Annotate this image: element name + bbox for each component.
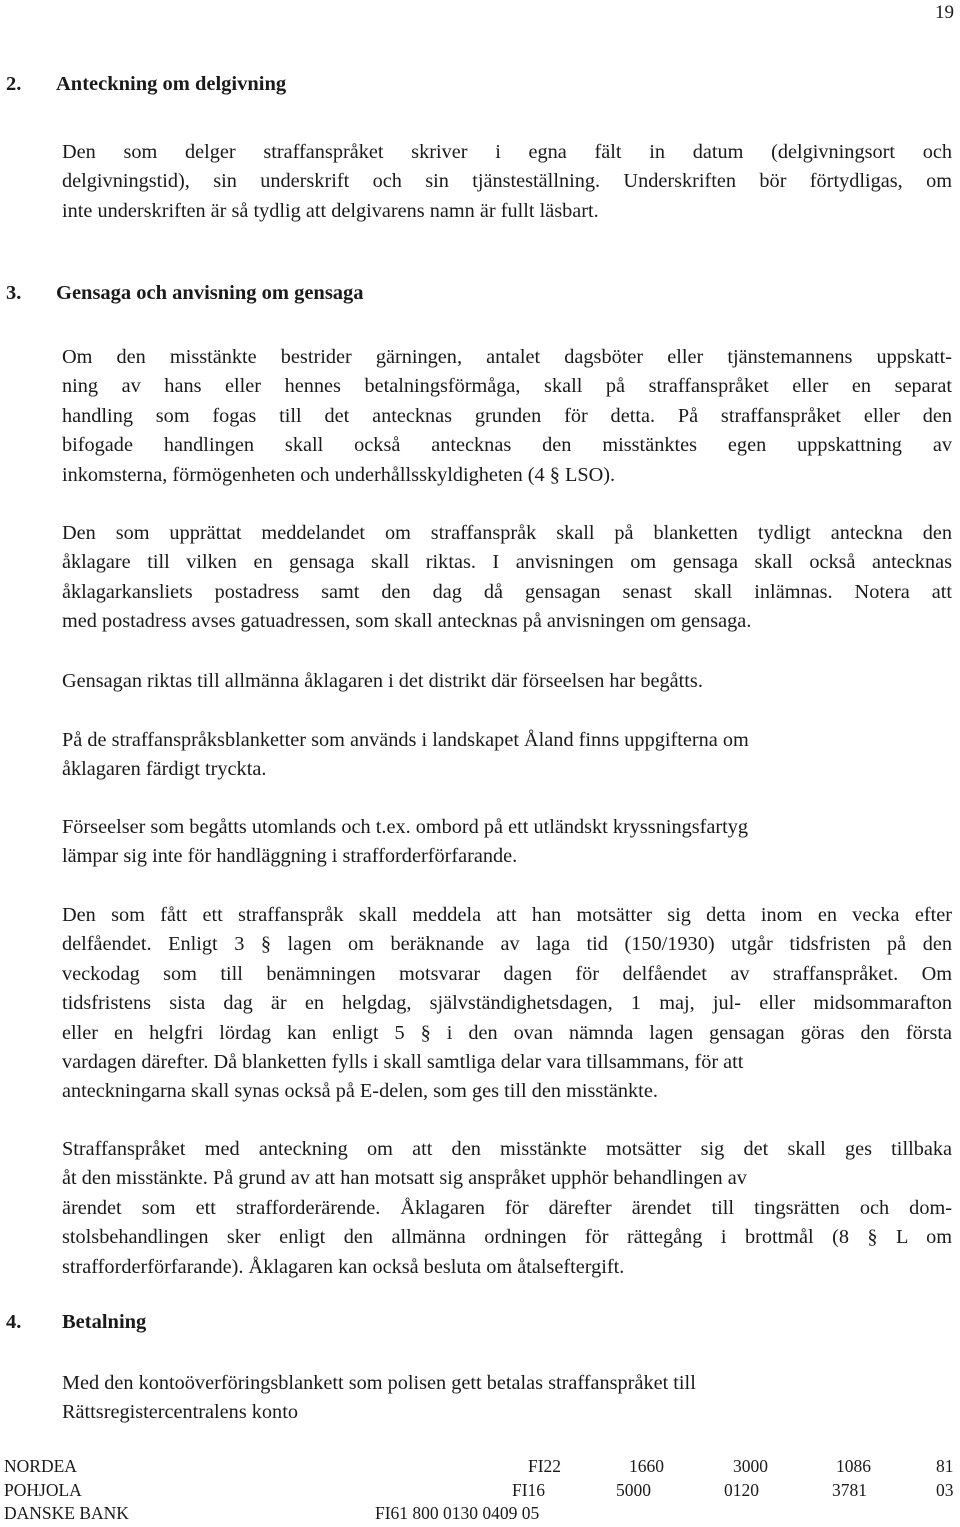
- text-line: handling som fogas till det antecknas grunden för detta. På straffanspråket eller den: [62, 404, 952, 427]
- text-line: Straffanspråket med anteckning om att den misstänkte motsätter sig det skall ges tillbaka: [62, 1138, 952, 1160]
- account-part: 5000: [616, 1479, 651, 1500]
- text-line: Den som delger straffanspråket skriver i egna fält in datum (delgivningsort och: [62, 141, 952, 163]
- bank-name: POHJOLA: [4, 1479, 82, 1500]
- account-part: 03: [936, 1479, 954, 1500]
- text-line: delfåendet. Enligt 3 § lagen om beräknande av laga tid (150/1930) utgår tidsfristen på den: [62, 933, 952, 956]
- account-part: 3781: [832, 1479, 867, 1500]
- text-line: ärendet som ett strafforderärende. Åklagaren för därefter ärendet till tingsrätten och dom-: [62, 1196, 952, 1219]
- text-line: På de straffanspråksblanketter som används i landskapet Åland finns uppgifterna om: [62, 729, 749, 751]
- text-line: strafforderförfarande). Åklagaren kan också besluta om åtalseftergift.: [62, 1255, 625, 1278]
- section-number: 4.: [6, 1311, 22, 1333]
- section-number: 2.: [6, 73, 22, 95]
- account-number: FI61 800 0130 0409 05: [375, 1503, 540, 1523]
- bank-account-table: [0, 1455, 960, 1526]
- text-line: lämpar sig inte för handläggning i strafforderförfarande.: [62, 845, 518, 868]
- text-line: Gensagan riktas till allmänna åklagaren i det distrikt där förseelsen har begåtts.: [62, 670, 703, 692]
- bank-name: NORDEA: [4, 1456, 77, 1476]
- account-part: 81: [936, 1456, 954, 1476]
- account-part: FI16: [512, 1479, 546, 1500]
- text-line: bifogade handlingen skall också antecknas den misstänktes egen uppskattning av: [62, 434, 952, 457]
- text-line: tidsfristens sista dag är en helgdag, självständighetsdagen, 1 maj, jul- eller midsommarafton: [62, 992, 952, 1015]
- text-line: veckodag som till benämningen motsvarar dagen för delfåendet av straffanspråket. Om: [62, 962, 952, 985]
- text-line: åklagare till vilken en gensaga skall riktas. I anvisningen om gensaga skall också antecknas: [62, 551, 952, 574]
- section-heading-2: [6, 73, 286, 96]
- text-line: inte underskriften är så tydlig att delgivarens namn är fullt läsbart.: [62, 199, 599, 222]
- bank-row-nordea: [0, 1455, 960, 1479]
- section-heading-4: [6, 1311, 146, 1334]
- section-number: 3.: [6, 282, 22, 304]
- text-line: inkomsterna, förmögenheten och underhållsskyldigheten (4 § LSO).: [62, 463, 616, 486]
- text-line: Den som upprättat meddelandet om straffanspråk skall på blanketten tydligt anteckna den: [62, 522, 952, 544]
- text-line: Förseelser som begåtts utomlands och t.ex. ombord på ett utländskt kryssningsfartyg: [62, 816, 749, 838]
- paragraph: [62, 726, 952, 785]
- text-line: åklagaren färdigt tryckta.: [62, 758, 267, 781]
- text-line: åt den misstänkte. På grund av att han motsatt sig anspråket upphör behandlingen av: [62, 1167, 747, 1190]
- text-line: Om den misstänkte bestrider gärningen, antalet dagsböter eller tjänstemannens uppskatt-: [62, 346, 952, 368]
- section-heading-3: [6, 282, 364, 305]
- paragraph: [62, 1135, 952, 1282]
- text-line: ning av hans eller hennes betalningsförmåga, skall på straffanspråket eller en separat: [62, 375, 952, 398]
- paragraph: [62, 813, 952, 872]
- page-number: 19: [935, 2, 954, 23]
- account-part: 1086: [836, 1456, 871, 1476]
- account-part: 0120: [724, 1479, 759, 1500]
- text-line: Med den kontoöverföringsblankett som polisen gett betalas straffanspråket till: [62, 1372, 696, 1394]
- text-line: Rättsregistercentralens konto: [62, 1401, 298, 1424]
- account-part: 3000: [733, 1456, 768, 1476]
- bank-name: DANSKE BANK: [4, 1503, 129, 1523]
- text-line: eller en helgfri lördag kan enligt 5 § i den ovan nämnda lagen gensagan göras den första: [62, 1021, 952, 1044]
- account-part: FI22: [528, 1456, 562, 1476]
- text-line: vardagen därefter. Då blanketten fylls i skall samtliga delar vara tillsammans, för att: [62, 1051, 744, 1074]
- paragraph: [62, 343, 952, 490]
- section-title: Betalning: [62, 1311, 147, 1333]
- text-line: stolsbehandlingen sker enligt den allmänna ordningen för rättegång i brottmål (8 § L om: [62, 1226, 952, 1249]
- paragraph: [62, 1369, 952, 1428]
- text-line: delgivningstid), sin underskrift och sin tjänsteställning. Underskriften bör förtydligas, om: [62, 170, 952, 193]
- paragraph: [62, 138, 952, 226]
- bank-row-pohjola: [0, 1479, 960, 1503]
- text-line: med postadress avses gatuadressen, som skall antecknas på anvisningen om gensaga.: [62, 610, 752, 633]
- section-title: Anteckning om delgivning: [56, 73, 287, 95]
- bank-row-danske-bank: [0, 1502, 960, 1526]
- text-line: anteckningarna skall synas också på E-delen, som ges till den misstänkte.: [62, 1080, 658, 1103]
- account-part: 1660: [629, 1456, 664, 1476]
- text-line: åklagarkansliets postadress samt den dag då gensagan senast skall inlämnas. Notera att: [62, 580, 952, 603]
- section-title: Gensaga och anvisning om gensaga: [56, 282, 364, 304]
- paragraph: [62, 519, 952, 637]
- paragraph: [62, 901, 952, 1107]
- text-line: Den som fått ett straffanspråk skall meddela att han motsätter sig detta inom en vecka efter: [62, 904, 952, 926]
- paragraph: [62, 667, 952, 696]
